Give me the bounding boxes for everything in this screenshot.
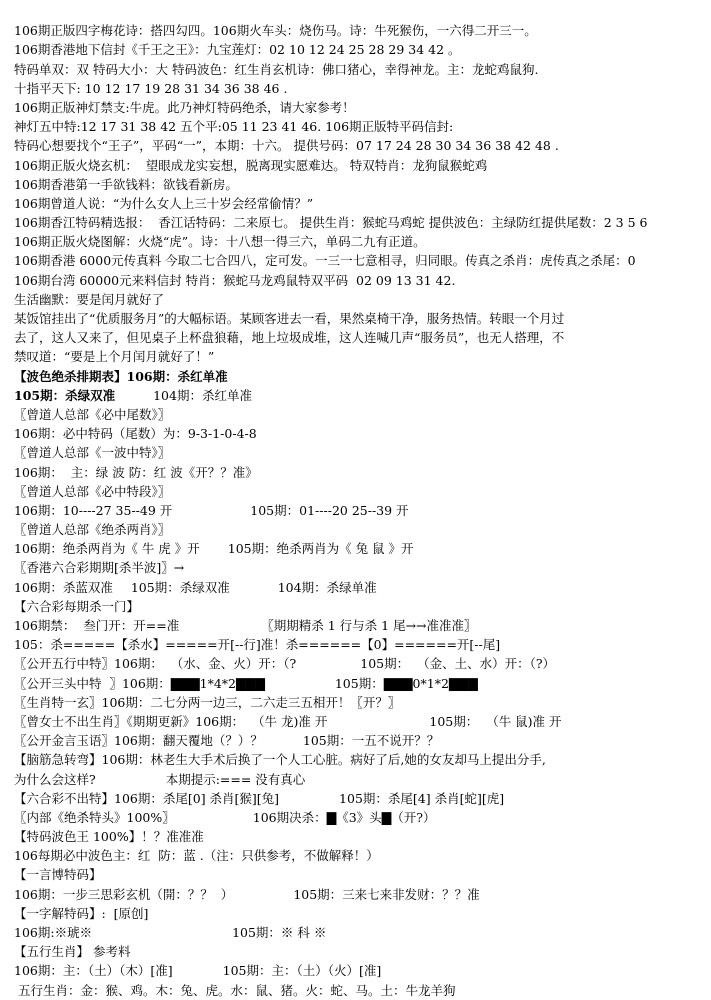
envelope-line: 106期香港地下信封《千王之王》：九宝莲灯：02 10 12 24 25 28 29 34 42 。 <box>14 42 461 58</box>
one-wave-head: 〖曾道人总部《一波中特》〗 <box>14 445 171 461</box>
two-zodiac-head: 〖曾道人总部《绝杀两肖》〗 <box>14 522 171 538</box>
five-zodiac-row: 106期：主：（土）（木）[准] 105期：主：（土）（火）[准] <box>14 963 382 979</box>
humor-text-line-3: 禁叹道：“要是上个月闰月就好了！” <box>14 349 215 365</box>
humor-text-line-2: 去了，这人又来了，但见桌子上杯盘狼藉，地上垃圾成堆，这人连喊几声“服务员”，也无人搭理，不 <box>14 330 565 346</box>
five-zodiac-head: 【五行生肖】 参考料 <box>14 944 131 960</box>
half-wave-row: 106期：杀蓝双准 105期：杀绿双准 104期：杀绿单准 <box>14 579 377 595</box>
tail-row: 106期：必中特码（尾数）为：9-3-1-0-4-8 <box>14 426 257 442</box>
five-zodiac-legend: 五行生肖：金：猴、鸡。木：兔、虎。水：鼠、猪。火：蛇、马。土：牛龙羊狗 <box>14 982 456 998</box>
humor-title-line: 生活幽默：要是闰月就好了 <box>14 291 165 307</box>
riddle-row-2: 为什么会这样? 本期提示:=== 没有真心 <box>14 771 306 787</box>
madam-zeng-row: 〖曾女士不出生肖〗《期期更新》106期： （牛 龙)准 开 105期： （牛 鼠)准 开 <box>14 713 562 729</box>
prince-line: 特码心想要找个“王子”，平码“一”，本期：十六。 提供号码：07 17 24 28 30 34 36 38 42 48 . <box>14 138 559 154</box>
must-wave-row: 106每期必中波色主：红 防：蓝 .（注：只供参考，不做解释！） <box>14 848 379 864</box>
kill-gate-head: 【六合彩每期杀一门】 <box>14 598 140 614</box>
wave-kill-head: 【波色绝杀排期表】106期：杀红单准 <box>14 368 228 384</box>
one-char-head: 【一字解特码】: [原创] <box>14 905 149 921</box>
golden-words-row: 〖公开金言玉语〗106期：翻天覆地（？）？ 105期：一五不说开？？ <box>14 733 440 749</box>
hk-fax-line: 106期香港 6000元传真料 今取二七合四八，定可发。一三一七意相寻，归同眼。传真之杀肖：虎传真之杀尾：0 <box>14 253 636 269</box>
wave-king-row: 【特码波色王 100%】！？准准准 <box>14 829 204 845</box>
no-special-row: 【六合彩不出特】106期：杀尾[0] 杀肖[猴][兔] 105期：杀尾[4] 杀肖[蛇][虎] <box>14 790 505 806</box>
hk-first-hand-line: 106期香港第一手欲钱料：欲钱看新房。 <box>14 176 238 192</box>
zodiac-mystery-row: 〖生肖特一玄〗106期：二七分两一边三，二六走三五相开！〖开？〗 <box>14 694 401 710</box>
lamp-five-line: 神灯五中特:12 17 31 38 42 五个平:05 11 23 41 46. 106期正版特平码信封: <box>14 119 454 135</box>
humor-text-line-1: 某饭馆挂出了“优质服务月”的大幅标语。某顾客进去一看，果然桌椅干净，服务热情。转眼一个月过 <box>14 311 565 326</box>
ten-fingers-line: 十指平天下: 10 12 17 19 28 31 34 36 38 46 . <box>14 80 288 96</box>
segment-head: 〖曾道人总部《必中特段》〗 <box>14 483 171 499</box>
kill-gate-row-105: 105：杀=====【杀水】=====开[--行]准！杀======【0】======开[--尾] <box>14 637 501 653</box>
kill-head-row: 〖内部《绝杀特头》100%〗 106期决杀：▇《3》头▇（开?） <box>14 809 436 825</box>
one-wave-row: 106期： 主：绿 波 防：红 波《开？？准》 <box>14 464 258 480</box>
one-word-row: 106期：一步三思彩玄机（開：？？ ） 105期：三来七来非发财：？？准 <box>14 886 480 902</box>
wave-kill-row: 105期：杀绿双准 104期：杀红单准 <box>14 387 252 403</box>
one-char-row: 106期:※琥※ 105期：※ 科 ※ <box>14 925 327 940</box>
fire-diagram-line: 106期正版火烧图解：火烧“虎”。诗：十八想一得三六，单码二九有正道。 <box>14 234 426 250</box>
zeng-says-line: 106期曾道人说：“为什么女人上三十岁会经常偷情？” <box>14 195 314 211</box>
fire-mystery-line: 106期正版火烧玄机： 望眼成龙实妄想，脱离现实愿难达。 特双特肖：龙狗鼠猴蛇鸡 <box>14 157 488 173</box>
special-odd-even-line: 特码单双：双 特码大小：大 特码波色：红生肖玄机诗：佛口猪心，幸得神龙。主：龙蛇鸡鼠狗. <box>14 61 539 77</box>
five-elements-row: 〖公开五行中特〗106期： （水、金、火）开：（? 105期： （金、土、水）开：（?） <box>14 656 556 672</box>
xiangjiang-line: 106期香江特码精选报： 香江话特码：二来原七。 提供生肖：猴蛇马鸡蛇 提供波色：主绿防红提供尾数：2 3 5 6 <box>14 215 648 231</box>
half-wave-head: 〖香港六合彩期期[杀半波]〗→ <box>14 560 185 576</box>
tail-head: 〖曾道人总部《必中尾数》〗 <box>14 406 171 422</box>
three-heads-row: 〖公开三头中特 〗106期：▇▇▇1*4*2▇▇▇ 105期：▇▇▇0*1*2▇▇▇ <box>14 675 478 691</box>
lamp-ban-line: 106期正版神灯禁支:牛虎。此乃神灯特码绝杀，请大家参考！ <box>14 99 355 115</box>
one-word-head: 【一言博特码】 <box>14 867 102 883</box>
plum-poem-line: 106期正版四字梅花诗：搭四勾四。106期火车头：烧伤马。诗：牛死猴伤，一六得二开三一。 <box>14 23 537 39</box>
riddle-row: 【脑筋急转弯】106期：林老生大手术后换了一个人工心脏。病好了后,她的女友却马上提出分手, <box>14 752 546 768</box>
taiwan-envelope-line: 106期台湾 60000元来料信封 特肖：猴蛇马龙鸡鼠特双平码 02 09 13 31 42. <box>14 272 456 288</box>
two-zodiac-row: 106期：绝杀两肖为《 牛 虎 》开 105期：绝杀两肖为《 兔 鼠 》开 <box>14 541 414 557</box>
notice-line <box>14 2 701 21</box>
segment-row: 106期：10----27 35--49 开 105期：01----20 25--39 开 <box>14 502 409 518</box>
kill-gate-row: 106期禁： 叁门开：开==准 〖期期精杀 1 行与杀 1 尾→→准准准〗 <box>14 618 477 633</box>
